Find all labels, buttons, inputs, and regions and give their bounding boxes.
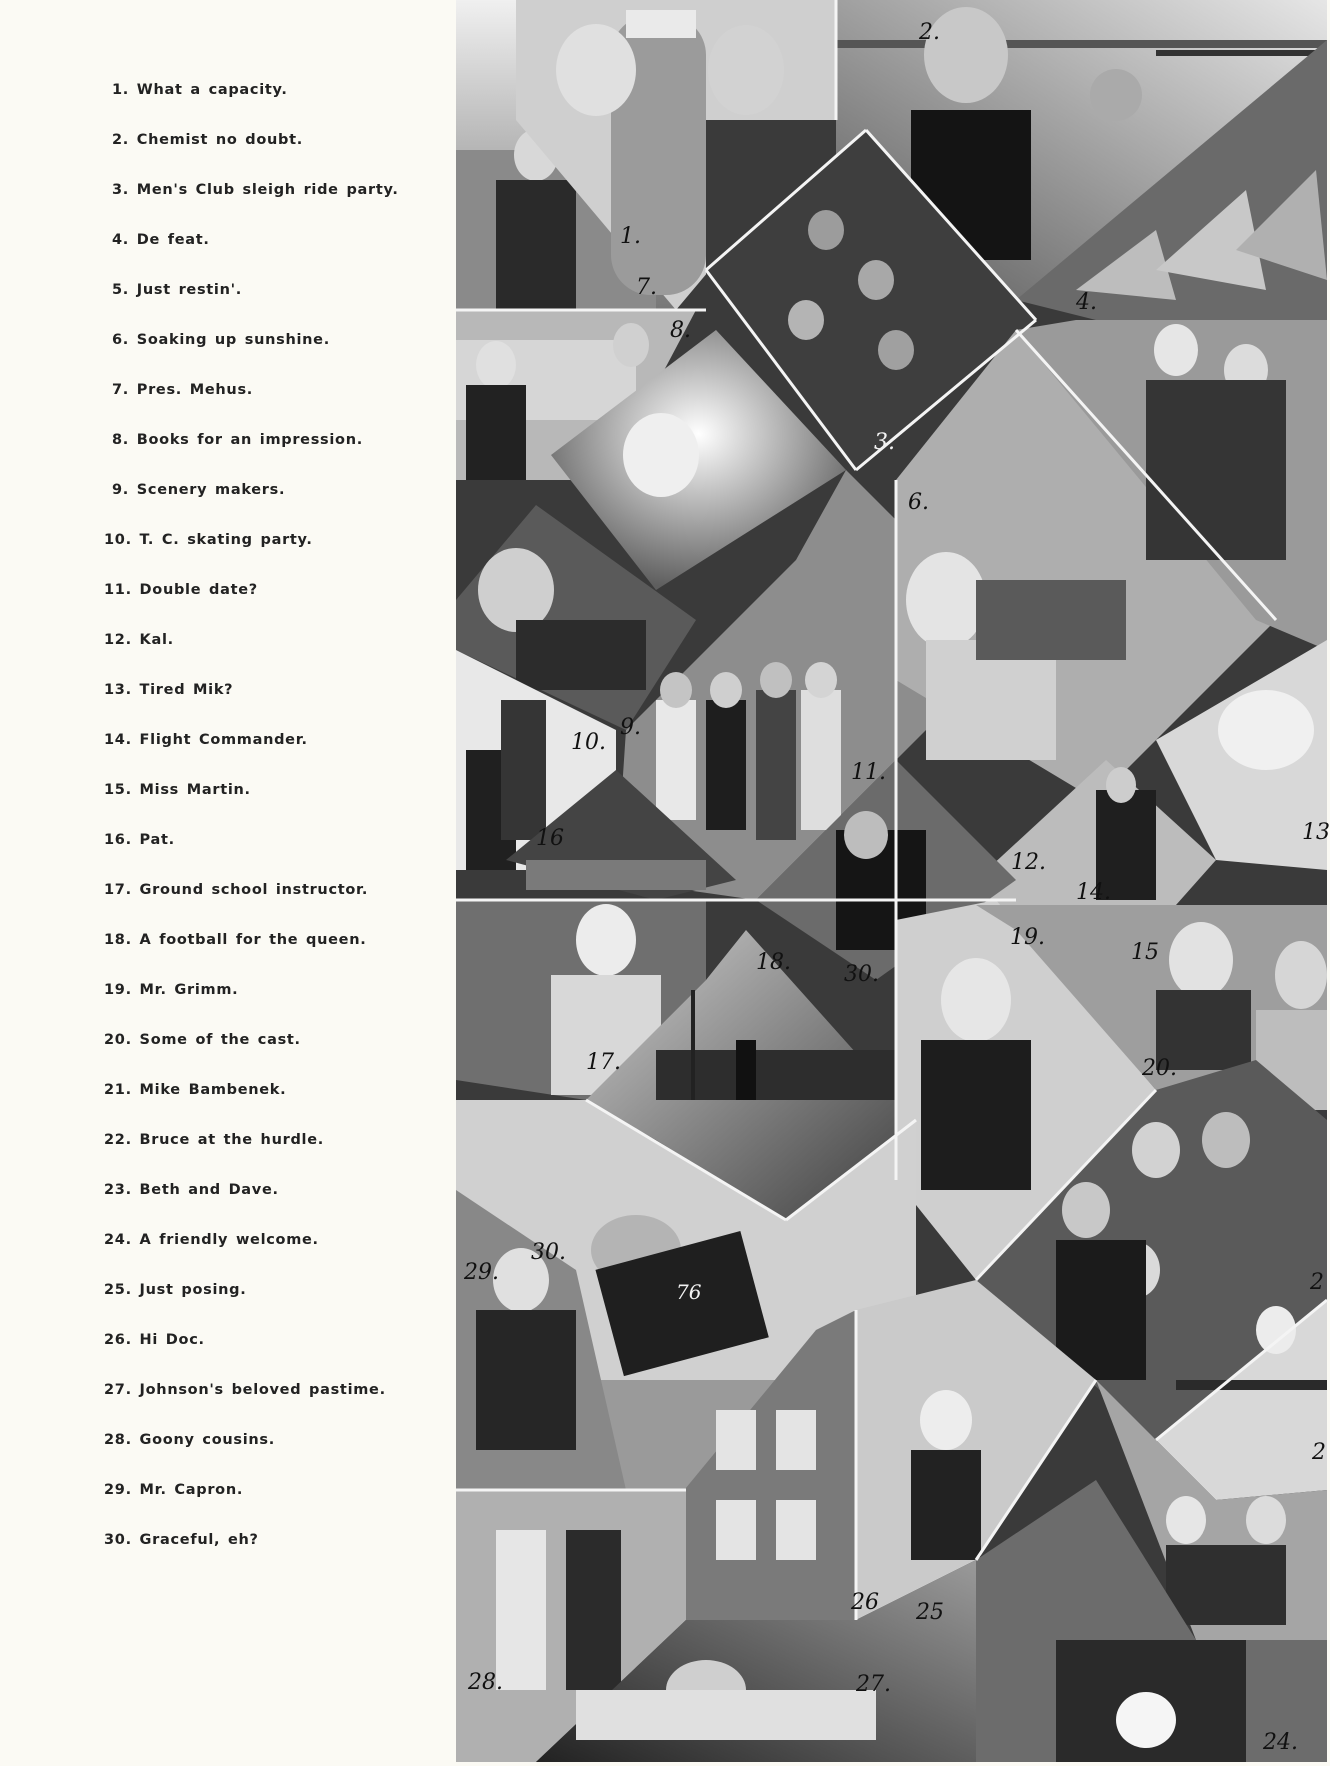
caption-number: 7. xyxy=(112,382,129,398)
caption-number: 13. xyxy=(104,682,132,698)
caption-text: Books for an impression. xyxy=(136,432,363,448)
caption-text: Bruce at the hurdle. xyxy=(139,1132,324,1148)
caption-item xyxy=(104,982,238,998)
caption-number: 14. xyxy=(104,732,132,748)
caption-number: 27. xyxy=(104,1382,132,1398)
caption-number: 17. xyxy=(104,882,132,898)
caption-text: Goony cousins. xyxy=(139,1432,275,1448)
caption-number: 26. xyxy=(104,1332,132,1348)
caption-item xyxy=(104,1432,275,1448)
caption-text: Kal. xyxy=(139,632,174,648)
caption-number: 1. xyxy=(112,82,129,98)
caption-item xyxy=(104,532,313,548)
caption-item xyxy=(104,782,251,798)
photo-label-16: 16 xyxy=(536,826,564,851)
caption-number: 24. xyxy=(104,1232,132,1248)
caption-number: 11. xyxy=(104,582,132,598)
caption-item xyxy=(112,482,285,498)
caption-item xyxy=(104,1232,319,1248)
caption-text: Miss Martin. xyxy=(139,782,251,798)
photo-label-14: 14. xyxy=(1076,880,1111,905)
caption-number: 28. xyxy=(104,1432,132,1448)
caption-text: T. C. skating party. xyxy=(139,532,313,548)
photo-label-28: 28. xyxy=(468,1670,503,1695)
caption-number: 12. xyxy=(104,632,132,648)
caption-item xyxy=(112,132,303,148)
caption-text: Mr. Capron. xyxy=(139,1482,244,1498)
photo-label-2b: 2 xyxy=(1312,1440,1326,1465)
caption-text: Mr. Grimm. xyxy=(139,982,239,998)
photo-label-30b: 30. xyxy=(844,962,879,987)
caption-item xyxy=(112,282,242,298)
caption-item xyxy=(112,182,399,198)
caption-item xyxy=(104,1482,243,1498)
caption-text: Beth and Dave. xyxy=(139,1182,279,1198)
photo-label-25: 25 xyxy=(916,1600,944,1625)
photo-collage xyxy=(456,0,1330,1762)
caption-item xyxy=(104,1282,246,1298)
caption-text: Tired Mik? xyxy=(139,682,234,698)
photo-label-22: 2 xyxy=(1310,1270,1324,1295)
caption-text: A friendly welcome. xyxy=(139,1232,319,1248)
caption-text: Men's Club sleigh ride party. xyxy=(136,182,399,198)
caption-text: Some of the cast. xyxy=(139,1032,301,1048)
caption-text: Chemist no doubt. xyxy=(136,132,303,148)
caption-number: 15. xyxy=(104,782,132,798)
caption-text: Flight Commander. xyxy=(139,732,308,748)
photo-label-13: 13 xyxy=(1302,820,1330,845)
caption-item xyxy=(112,82,288,98)
caption-number: 9. xyxy=(112,482,129,498)
caption-text: Ground school instructor. xyxy=(139,882,369,898)
caption-item xyxy=(104,1182,279,1198)
caption-item xyxy=(104,732,308,748)
caption-item xyxy=(112,432,363,448)
caption-text: Hi Doc. xyxy=(139,1332,205,1348)
photo-label-20: 20. xyxy=(1142,1056,1177,1081)
caption-text: A football for the queen. xyxy=(139,932,367,948)
caption-item xyxy=(104,682,233,698)
photo-label-30: 30. xyxy=(531,1240,566,1265)
caption-item xyxy=(112,382,253,398)
photo-label-26: 26 xyxy=(851,1590,879,1615)
caption-item xyxy=(104,1532,259,1548)
photo-label-7: 7. xyxy=(636,275,657,300)
caption-number: 18. xyxy=(104,932,132,948)
photo-label-11: 11. xyxy=(851,760,886,785)
caption-item xyxy=(104,1332,205,1348)
caption-item xyxy=(104,632,174,648)
caption-item xyxy=(104,1032,301,1048)
caption-text: Graceful, eh? xyxy=(139,1532,259,1548)
caption-number: 22. xyxy=(104,1132,132,1148)
caption-number: 16. xyxy=(104,832,132,848)
caption-item xyxy=(104,1082,286,1098)
caption-number: 5. xyxy=(112,282,129,298)
photo-label-8: 8. xyxy=(670,318,691,343)
photo-label-3: 3. xyxy=(874,430,895,455)
photo-label-18: 18. xyxy=(756,950,791,975)
caption-text: Soaking up sunshine. xyxy=(136,332,330,348)
photo-label-12: 12. xyxy=(1011,850,1046,875)
caption-text: De feat. xyxy=(136,232,210,248)
caption-number: 25. xyxy=(104,1282,132,1298)
photo-label-29: 29. xyxy=(464,1260,499,1285)
caption-text: Pat. xyxy=(139,832,175,848)
photo-label-19: 19. xyxy=(1010,925,1045,950)
photo-label-2: 2. xyxy=(919,20,940,45)
caption-number: 4. xyxy=(112,232,129,248)
caption-number: 21. xyxy=(104,1082,132,1098)
caption-item xyxy=(104,582,258,598)
photo-label-15: 15 xyxy=(1131,940,1159,965)
caption-number: 19. xyxy=(104,982,132,998)
caption-text: Pres. Mehus. xyxy=(136,382,253,398)
caption-number: 8. xyxy=(112,432,129,448)
caption-text: Just restin'. xyxy=(136,282,242,298)
caption-number: 20. xyxy=(104,1032,132,1048)
caption-text: Mike Bambenek. xyxy=(139,1082,287,1098)
caption-number: 23. xyxy=(104,1182,132,1198)
photo-label-1: 1. xyxy=(620,224,641,249)
caption-text: Just posing. xyxy=(139,1282,247,1298)
caption-text: Johnson's beloved pastime. xyxy=(139,1382,386,1398)
caption-list xyxy=(0,0,462,1762)
caption-number: 29. xyxy=(104,1482,132,1498)
caption-item xyxy=(104,832,175,848)
caption-number: 3. xyxy=(112,182,129,198)
photo-label-10: 10. xyxy=(571,730,606,755)
photo-label-9: 9. xyxy=(620,715,641,740)
caption-number: 6. xyxy=(112,332,129,348)
caption-text: Double date? xyxy=(139,582,258,598)
collage-svg xyxy=(456,0,1327,1762)
photo-label-4: 4. xyxy=(1076,290,1097,315)
caption-number: 2. xyxy=(112,132,129,148)
caption-item xyxy=(112,232,210,248)
caption-item xyxy=(104,932,366,948)
caption-number: 30. xyxy=(104,1532,132,1548)
photo-label-6: 6. xyxy=(908,490,929,515)
caption-item xyxy=(112,332,330,348)
jersey-number: 76 xyxy=(676,1280,702,1304)
photo-label-17: 17. xyxy=(586,1050,621,1075)
caption-item xyxy=(104,882,368,898)
caption-text: What a capacity. xyxy=(136,82,288,98)
photo-label-24: 24. xyxy=(1263,1730,1298,1755)
caption-text: Scenery makers. xyxy=(136,482,286,498)
photo-label-27: 27. xyxy=(856,1672,891,1697)
caption-number: 10. xyxy=(104,532,132,548)
caption-item xyxy=(104,1382,386,1398)
caption-item xyxy=(104,1132,324,1148)
